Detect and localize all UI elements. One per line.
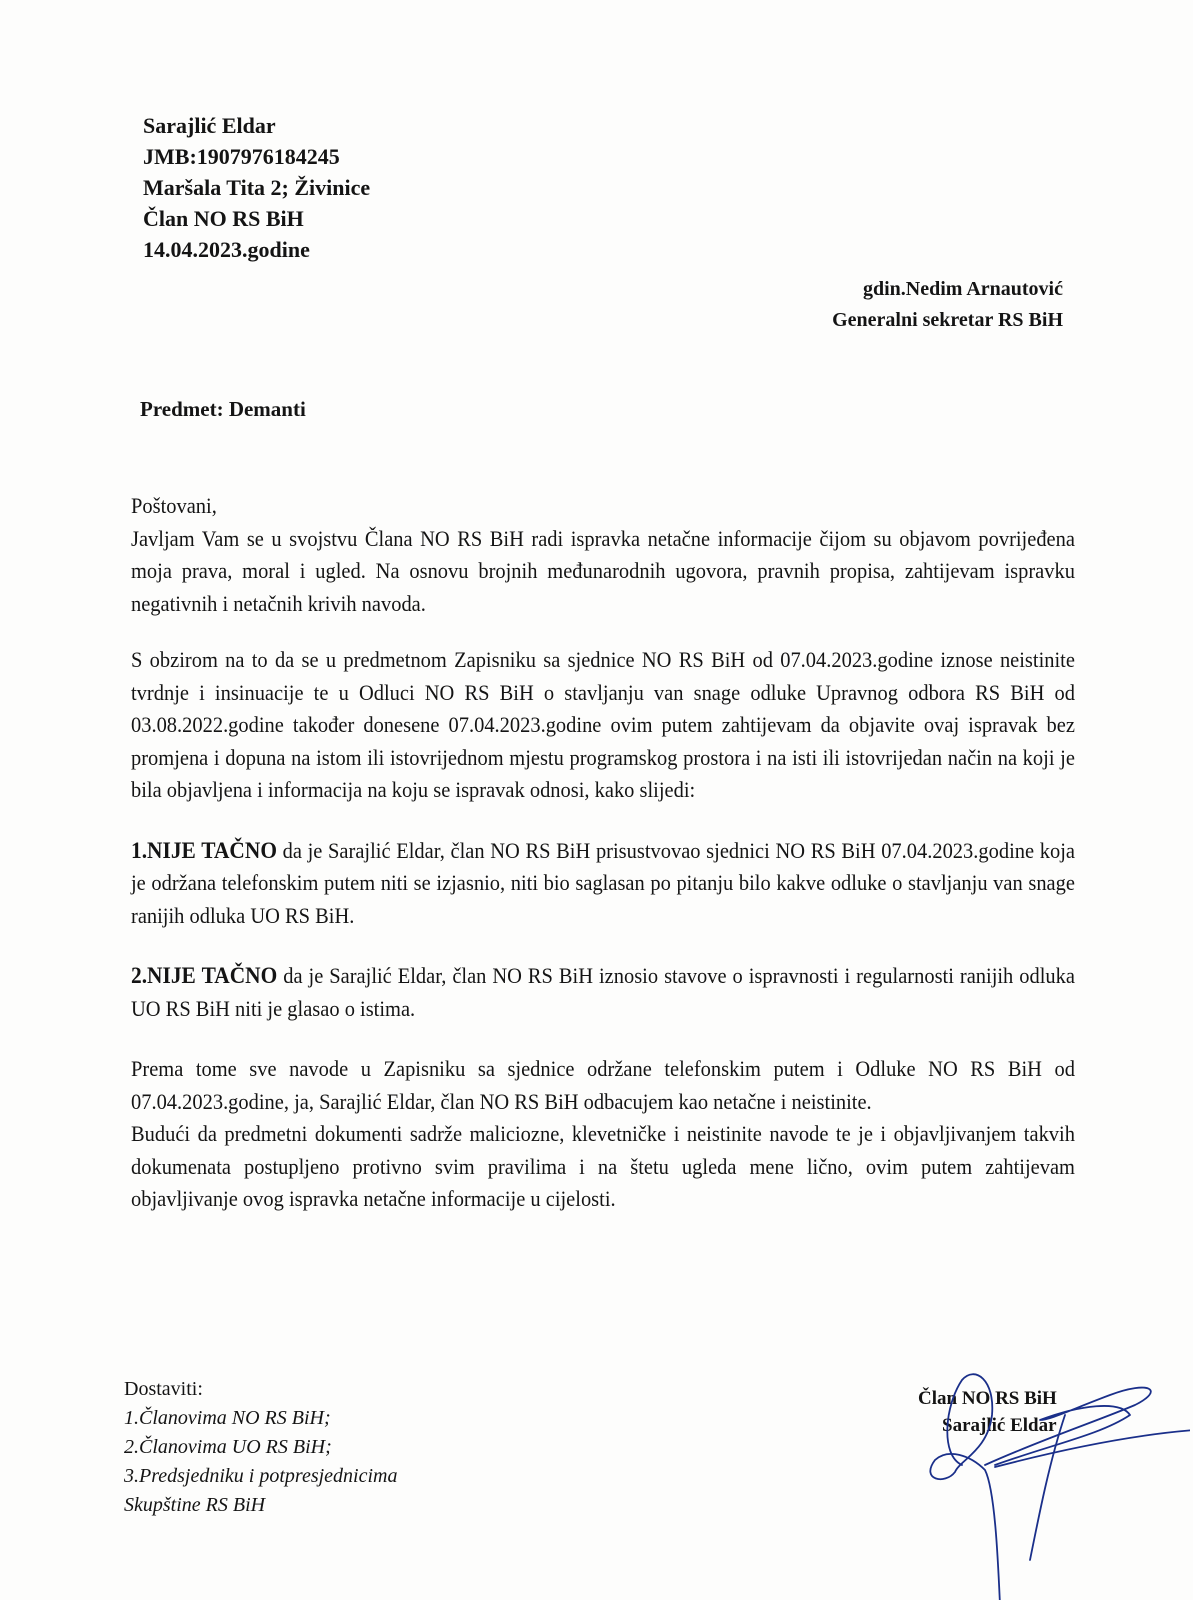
intro-paragraph: Javljam Vam se u svojstvu Člana NO RS BiH radi ispravka netačne informacije čijom su objavom povrijeđena moja prava, moral i ugled. Na osnovu brojnih međunarodnih ugovora, pravnih propisa, zahtijevam ispravku negativnih i netačnih krivih navoda.	[131, 525, 1075, 616]
recipient-title: Generalni sekretar RS BiH	[832, 309, 1063, 331]
sender-role: Član NO RS BiH	[143, 206, 304, 231]
point-1-label: 1.NIJE TAČNO	[131, 837, 277, 863]
signature-stroke	[1030, 1415, 1065, 1560]
signature-stroke	[985, 1388, 1151, 1465]
sender-jmb: JMB:1907976184245	[143, 144, 340, 169]
point-2	[131, 960, 1075, 1025]
conclusion-paragraph: Prema tome sve navode u Zapisniku sa sjednice održane telefonskim putem i Odluke NO RS BiH od 07.04.2023.godine, ja, Sarajlić Eldar, član NO RS BiH odbacujem kao netačne i neistinite.	[131, 1056, 1075, 1114]
letter-date: 14.04.2023.godine	[143, 237, 310, 262]
distribution-item: Skupštine RS BiH	[124, 1494, 266, 1516]
signature-role: Član NO RS BiH	[918, 1388, 1057, 1409]
handwritten-signature	[900, 1360, 1190, 1600]
sender-address: Maršala Tita 2; Živinice	[143, 175, 371, 200]
letter-body	[131, 490, 1075, 1216]
subject-line: Predmet: Demanti	[140, 397, 306, 421]
distribution-heading: Dostaviti:	[124, 1378, 203, 1400]
context-paragraph: S obzirom na to da se u predmetnom Zapisniku sa sjednice NO RS BiH od 07.04.2023.godine iznose neistinite tvrdnje i insinuacije te u Odluci NO RS BiH o stavljanju van snage odluke Upravnog odbora RS BiH od 03.08.2022.godine također donesene 07.04.2023.godine ovim putem zahtijevam da objavite ovaj ispravak bez promjena i dopuna na istom ili istovrijednom mjestu programskog prostora i na isti ili istovrijedan način na koji je bila objavljena i informacija na koju se ispravak odnosi, kako slijedi:	[131, 647, 1075, 802]
point-2-label: 2.NIJE TAČNO	[131, 963, 278, 988]
signature-block	[900, 1360, 1190, 1600]
sender-name: Sarajlić Eldar	[143, 113, 276, 138]
point-1	[131, 835, 1075, 933]
recipient-block	[832, 274, 1063, 336]
request-paragraph: Budući da predmetni dokumenti sadrže maliciozne, klevetničke i neistinite navode te je i objavljivanjem takvih dokumenata postupljeno protivno svim pravilima i na štetu ugleda mene lično, ovim putem zahtijevam objavljivanje ovog ispravka netačne informacije u cijelosti.	[131, 1121, 1075, 1211]
point-2-text: da je Sarajlić Eldar, član NO RS BiH iznosio stavove o ispravnosti i regularnosti ranijih odluka UO RS BiH niti je glasao o istima.	[131, 963, 1075, 1021]
distribution-item: 2.Članovima UO RS BiH;	[124, 1436, 332, 1458]
recipient-name: gdin.Nedim Arnautović	[862, 278, 1063, 300]
signature-stroke	[930, 1374, 1000, 1600]
signature-name: Sarajlić Eldar	[942, 1415, 1057, 1436]
distribution-list	[124, 1375, 397, 1520]
point-1-text: da je Sarajlić Eldar, član NO RS BiH prisustvovao sjednici NO RS BiH 07.04.2023.godine koja je održana telefonskim putem niti se izjasnio, niti bio saglasan po pitanju bilo kakve odluke o stavljanju van snage ranijih odluka UO RS BiH.	[131, 837, 1075, 928]
distribution-item: 1.Članovima NO RS BiH;	[124, 1407, 331, 1429]
distribution-item: 3.Predsjedniku i potpresjednicima	[124, 1465, 398, 1487]
sender-block	[143, 110, 370, 265]
greeting: Poštovani,	[131, 493, 217, 518]
